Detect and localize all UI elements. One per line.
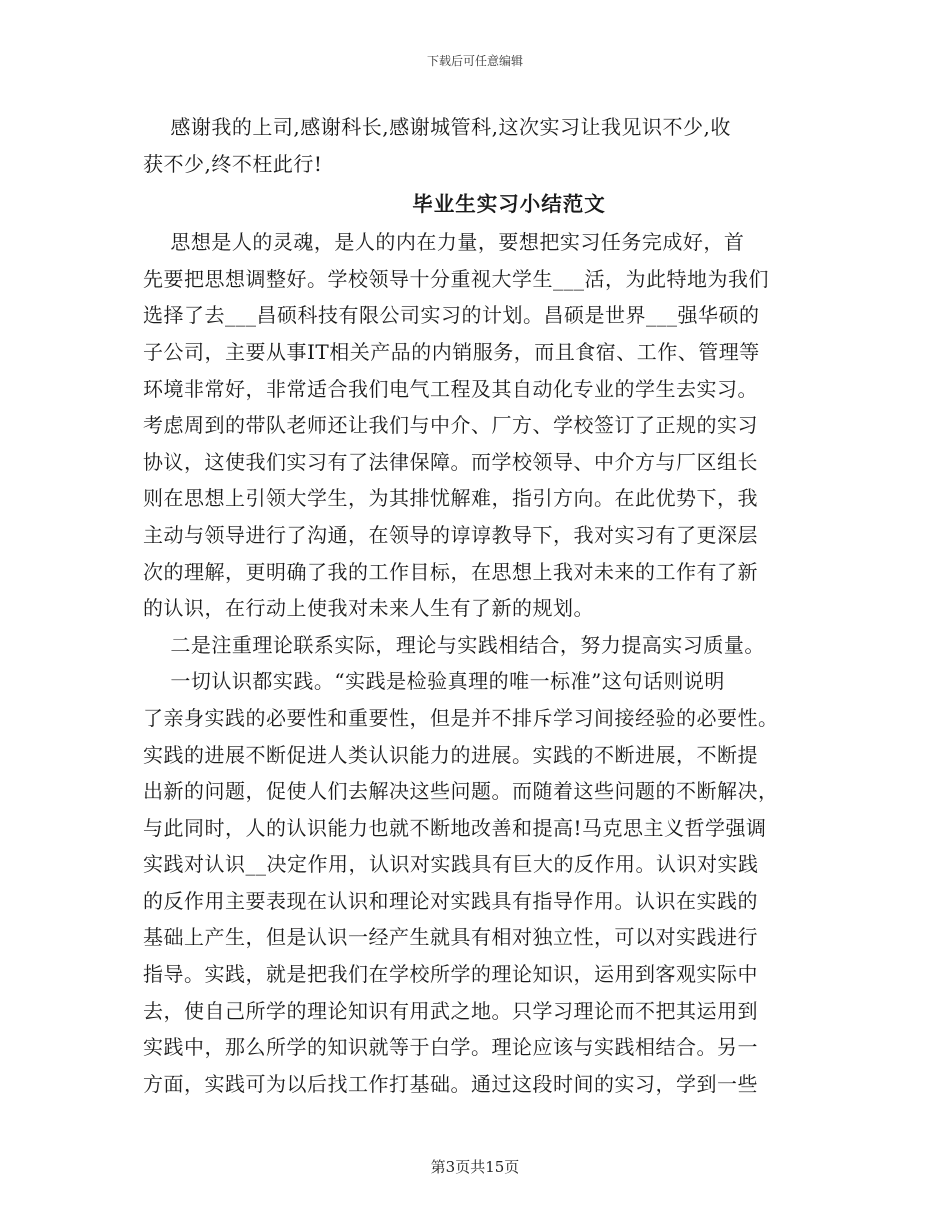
paragraph-line: 考虑周到的带队老师还让我们与中介、厂方、学校签订了正规的实习 <box>143 413 758 438</box>
article-title: 毕业生实习小结范文 <box>412 192 606 217</box>
paragraph-line: 协议，这使我们实习有了法律保障。而学校领导、中介方与厂区组长 <box>143 449 758 474</box>
paragraph-line: 则在思想上引领大学生，为其排忧解难，指引方向。在此优势下，我 <box>143 486 758 511</box>
paragraph-line: 指导。实践，就是把我们在学校所学的理论知识，运用到客观实际中 <box>143 962 758 987</box>
paragraph-line: 思想是人的灵魂，是人的内在力量，要想把实习任务完成好，首 <box>143 230 745 255</box>
page-number-footer: 第3页共15页 <box>430 1158 520 1176</box>
paragraph-line: 方面，实践可为以后找工作打基础。通过这段时间的实习，学到一些 <box>143 1071 758 1096</box>
paragraph-line: 实践中，那么所学的知识就等于白学。理论应该与实践相结合。另一 <box>143 1035 758 1060</box>
opening-line: 感谢我的上司,感谢科长,感谢城管科,这次实习让我见识不少,收 <box>143 115 731 139</box>
paragraph-line: 了亲身实践的必要性和重要性，但是并不排斥学习间接经验的必要性。 <box>143 705 779 730</box>
paragraph-line: 出新的问题，促使人们去解决这些问题。而随着这些问题的不断解决， <box>143 779 779 804</box>
paragraph-line: 选择了去___昌硕科技有限公司实习的计划。昌硕是世界___强华硕的 <box>143 303 760 328</box>
paragraph-line: 主动与领导进行了沟通，在领导的谆谆教导下，我对实习有了更深层 <box>143 522 758 547</box>
paragraph-line: 基础上产生，但是认识一经产生就具有相对独立性，可以对实践进行 <box>143 925 758 950</box>
paragraph-line: 一切认识都实践。“实践是检验真理的唯一标准”这句话则说明 <box>143 669 725 694</box>
paragraph-line: 先要把思想调整好。学校领导十分重视大学生___活，为此特地为我们 <box>143 266 769 291</box>
paragraph-line: 去，使自己所学的理论知识有用武之地。只学习理论而不把其运用到 <box>143 998 758 1023</box>
paragraph-line: 环境非常好，非常适合我们电气工程及其自动化专业的学生去实习。 <box>143 376 758 401</box>
paragraph-line: 与此同时，人的认识能力也就不断地改善和提高!马克思主义哲学强调 <box>143 815 767 840</box>
opening-line: 获不少,终不枉此行! <box>143 151 323 176</box>
paragraph-line: 子公司，主要从事IT相关产品的内销服务，而且食宿、工作、管理等 <box>143 339 760 364</box>
paragraph-line: 次的理解，更明确了我的工作目标，在思想上我对未来的工作有了新 <box>143 559 758 584</box>
page-header-note: 下载后可任意编辑 <box>426 54 523 68</box>
paragraph-line: 实践的进展不断促进人类认识能力的进展。实践的不断进展，不断提 <box>143 742 758 767</box>
paragraph-line: 实践对认识__决定作用，认识对实践具有巨大的反作用。认识对实践 <box>143 852 759 877</box>
document-body <box>143 109 815 1102</box>
paragraph-line: 的反作用主要表现在认识和理论对实践具有指导作用。认识在实践的 <box>143 888 758 913</box>
paragraph-line: 的认识，在行动上使我对未来人生有了新的规划。 <box>143 596 594 621</box>
paragraph-line: 二是注重理论联系实际，理论与实践相结合，努力提高实习质量。 <box>143 632 765 657</box>
